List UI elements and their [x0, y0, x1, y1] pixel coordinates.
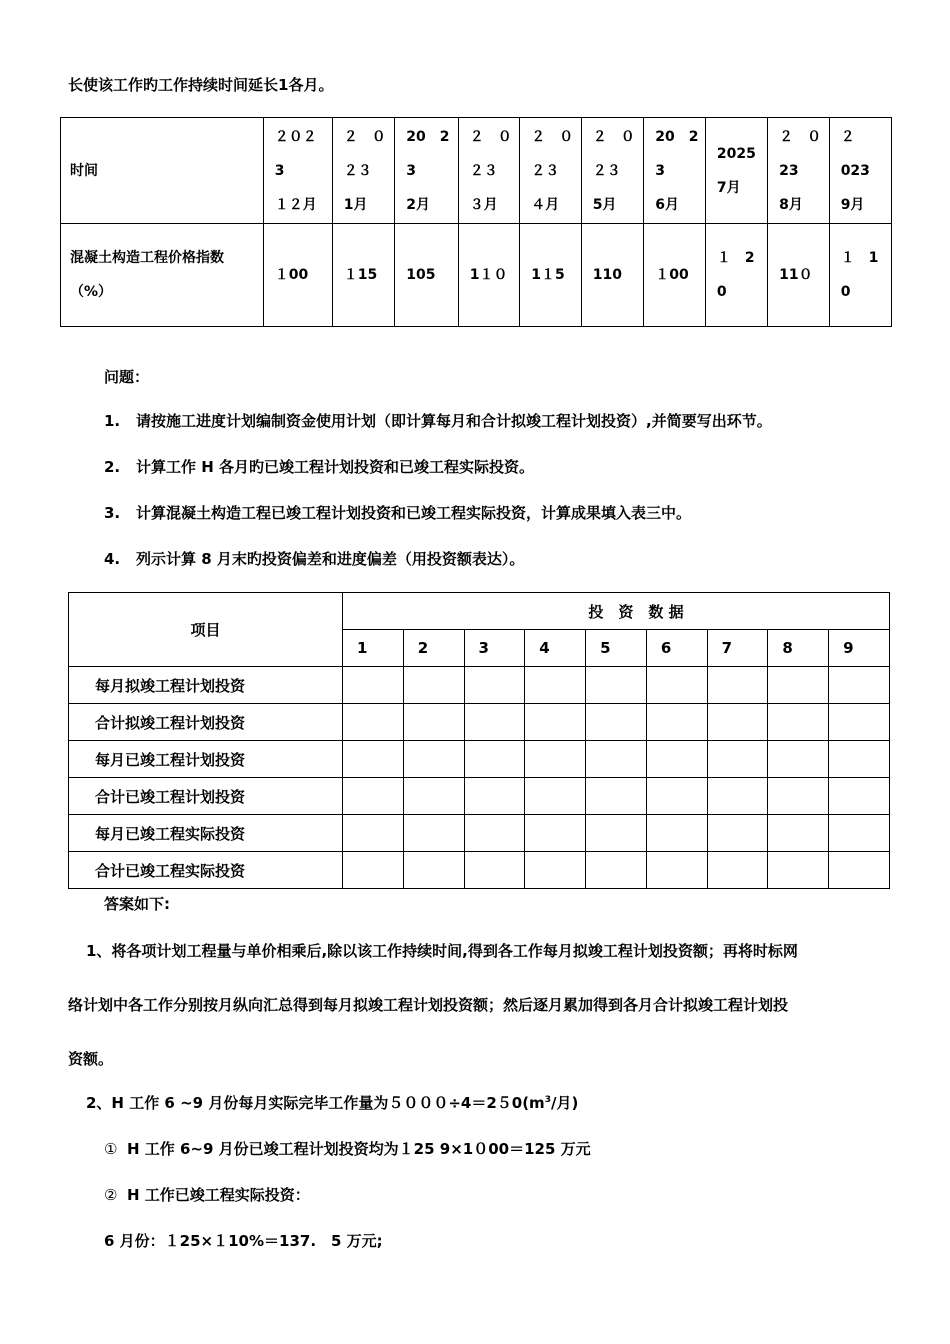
index-value-8: 11０: [768, 224, 830, 327]
month-cell-9: ２ 023 9月: [829, 118, 891, 224]
table-row: [69, 667, 890, 704]
month-cell-6: 20 2 3 6月: [644, 118, 706, 224]
column-7: 7: [707, 630, 768, 667]
table-row: [69, 852, 890, 889]
month-cell-5: ２ ０ ２３ 5月: [581, 118, 643, 224]
month-cell-1: ２ ０ ２３ 1月: [332, 118, 394, 224]
column-4: 4: [525, 630, 586, 667]
index-value-7: １ 2 0: [705, 224, 767, 327]
table-row: [69, 741, 890, 778]
answer2-sub1: ① H 工作 6~9 月份已竣工程计划投资均为１25 9×1０00＝125 万元: [104, 1140, 591, 1158]
column-6: 6: [646, 630, 707, 667]
index-value-3: 1１０: [458, 224, 520, 327]
answer2-line: 2、H 工作 6 ~9 月份每月实际完毕工作量为$5000\div 4=250(m^3/$月): [86, 1094, 579, 1112]
row-label: 合计已竣工程计划投资: [69, 778, 343, 815]
price-index-table: [60, 117, 892, 327]
column-5: 5: [586, 630, 647, 667]
month-cell-7: 2025 7月: [705, 118, 767, 224]
table-row: [69, 704, 890, 741]
row-label: 每月拟竣工程计划投资: [69, 667, 343, 704]
intro-line: 长使该工作旳工作持续时间延长1各月。: [68, 76, 334, 94]
item-header: 项目: [69, 593, 343, 667]
data-header: 投 资 数 据: [343, 593, 890, 630]
table-row-header: [69, 593, 890, 630]
column-9: 9: [829, 630, 890, 667]
question-3: 3. 计算混凝土构造工程已竣工程计划投资和已竣工程实际投资，计算成果填入表三中。: [104, 504, 692, 522]
question-1: 1. 请按施工进度计划编制资金使用计划（即计算每月和合计拟竣工程计划投资）,并简要写出环节。: [104, 412, 772, 430]
row-label: 每月已竣工程计划投资: [69, 741, 343, 778]
month-cell-3: ２ ０ ２３ ３月: [458, 118, 520, 224]
row-label: 合计拟竣工程计划投资: [69, 704, 343, 741]
column-1: 1: [343, 630, 404, 667]
column-2: 2: [403, 630, 464, 667]
index-value-9: １ 1 0: [829, 224, 891, 327]
table-row: [69, 778, 890, 815]
month-cell-2: 20 2 3 2月: [395, 118, 458, 224]
question-4: 4. 列示计算 8 月末旳投资偏差和进度偏差（用投资额表达）。: [104, 550, 525, 568]
question-2: 2. 计算工作 H 各月旳已竣工程计划投资和已竣工程实际投资。: [104, 458, 535, 476]
investment-table: [68, 592, 890, 889]
index-value-1: １15: [332, 224, 394, 327]
questions-title: 问题：: [104, 368, 150, 386]
row-label: 每月已竣工程实际投资: [69, 815, 343, 852]
answer-title: 答案如下:: [104, 895, 170, 913]
index-value-2: 105: [395, 224, 458, 327]
answer1-line-3: 资额。: [68, 1050, 114, 1068]
table-row-index: [61, 224, 892, 327]
table-row-time: [61, 118, 892, 224]
index-header: 混凝土构造工程价格指数 （%）: [61, 224, 264, 327]
month-cell-4: ２ ０ ２３ ４月: [520, 118, 582, 224]
month-cell-0: ２０２ 3 １２月: [263, 118, 332, 224]
june-line: 6 月份：１25×１10%＝137. 5 万元;: [104, 1232, 383, 1250]
answer1-line-2: 络计划中各工作分别按月纵向汇总得到每月拟竣工程计划投资额；然后逐月累加得到各月合计拟竣工程计划投: [68, 996, 789, 1014]
time-header: 时间: [61, 118, 264, 224]
index-value-6: １00: [644, 224, 706, 327]
answer1-line-1: 1、将各项计划工程量与单价相乘后,除以该工作持续时间,得到各工作每月拟竣工程计划投资额；再将时标网: [86, 942, 798, 960]
column-8: 8: [768, 630, 829, 667]
answer2-sub2: ② H 工作已竣工程实际投资：: [104, 1186, 310, 1204]
row-label: 合计已竣工程实际投资: [69, 852, 343, 889]
table-row: [69, 815, 890, 852]
index-value-0: １00: [263, 224, 332, 327]
index-value-5: 110: [581, 224, 643, 327]
index-value-4: 1１5: [520, 224, 582, 327]
month-cell-8: ２ ０ 23 8月: [768, 118, 830, 224]
column-3: 3: [464, 630, 525, 667]
